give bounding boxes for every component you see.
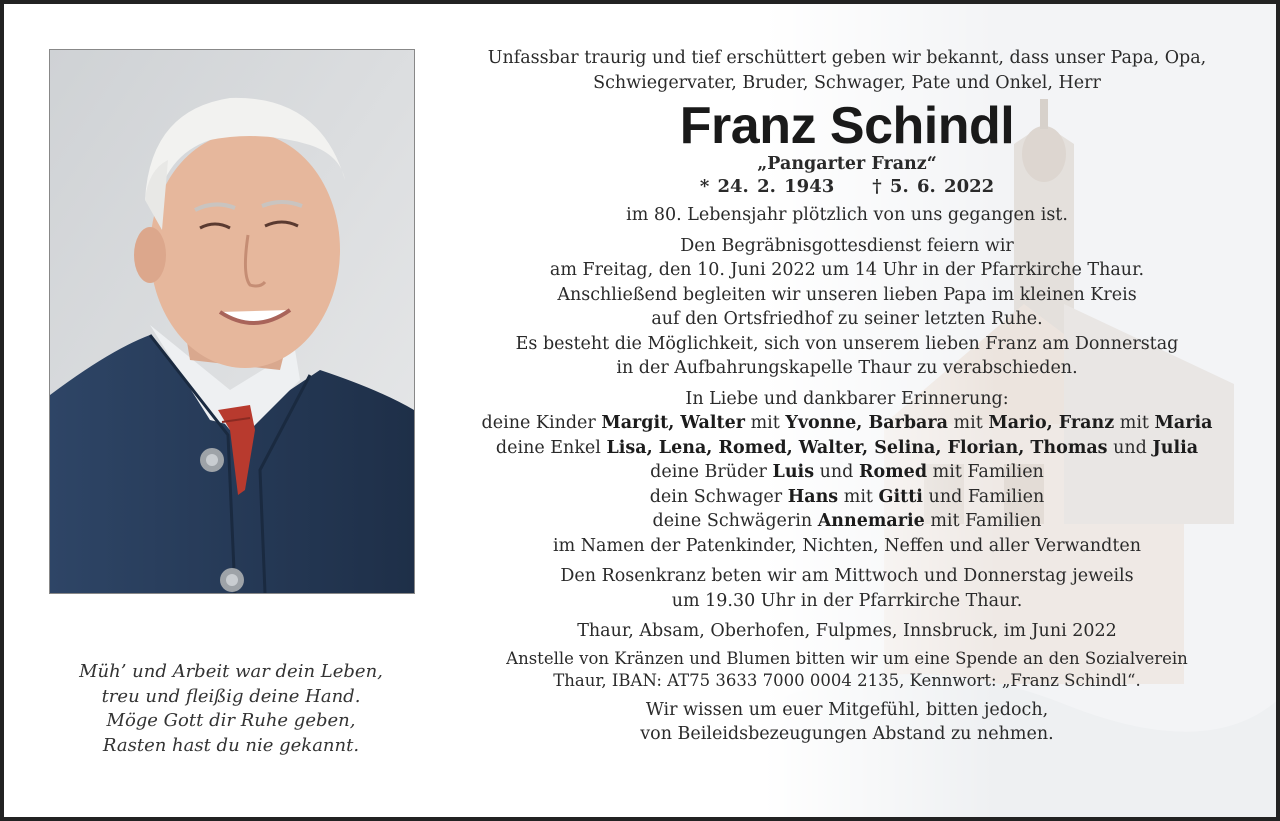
rosary-line: um 19.30 Uhr in der Pfarrkirche Thaur.	[671, 590, 1023, 611]
family-brothers: deine Brüder Luis und Romed mit Familien	[650, 462, 1044, 482]
donation-line: Anstelle von Kränzen und Blumen bitten wir um eine Spende an den Sozialverein	[506, 648, 1188, 668]
funeral-line: auf den Ortsfriedhof zu seiner letzten Ruhe.	[651, 309, 1043, 329]
family-grandchildren: deine Enkel Lisa, Lena, Romed, Walter, Selina, Florian, Thomas und Julia	[495, 437, 1199, 458]
family-section	[462, 411, 1232, 558]
passing-line: im 80. Lebensjahr plötzlich von uns gegangen ist.	[626, 205, 1068, 225]
poem-line: treu und fleißig deine Hand.	[101, 685, 361, 707]
closing-line: Wir wissen um euer Mitgefühl, bitten jedoch,	[645, 699, 1049, 720]
remembrance-line: In Liebe und dankbarer Erinnerung:	[685, 388, 1009, 409]
portrait-photo	[49, 49, 415, 594]
rosary-line: Den Rosenkranz beten wir am Mittwoch und Donnerstag jeweils	[560, 566, 1134, 586]
intro-line: Schwiegervater, Bruder, Schwager, Pate und Onkel, Herr	[593, 72, 1101, 93]
birth-date: * 24. 2. 1943	[699, 176, 835, 197]
deceased-name: Franz Schindl	[679, 97, 1015, 155]
poem-line: Müh’ und Arbeit war dein Leben,	[79, 661, 383, 682]
family-children: deine Kinder Margit, Walter mit Yvonne, Barbara mit Mario, Franz mit Maria	[481, 413, 1213, 433]
death-date: † 5. 6. 2022	[872, 176, 995, 197]
obituary-text	[462, 46, 1232, 747]
family-brother-in-law: dein Schwager Hans mit Gitti und Familien	[649, 486, 1045, 507]
funeral-line: Es besteht die Möglichkeit, sich von unserem lieben Franz am Donnerstag	[515, 333, 1179, 354]
funeral-line: am Freitag, den 10. Juni 2022 um 14 Uhr in der Pfarrkirche Thaur.	[549, 260, 1145, 280]
intro-line: Unfassbar traurig und tief erschüttert geben wir bekannt, dass unser Papa, Opa,	[487, 48, 1207, 68]
portrait-illustration	[50, 50, 414, 593]
life-dates	[462, 175, 1232, 199]
funeral-line: Anschließend begleiten wir unseren lieben Papa im kleinen Kreis	[557, 284, 1137, 305]
closing-line: von Beileidsbezeugungen Abstand zu nehmen.	[640, 724, 1054, 744]
deceased-nickname: „Pangarter Franz“	[757, 154, 937, 174]
family-others: im Namen der Patenkinder, Nichten, Neffen und aller Verwandten	[552, 535, 1142, 556]
places-line: Thaur, Absam, Oberhofen, Fulpmes, Innsbruck, im Juni 2022	[577, 621, 1117, 641]
funeral-section	[462, 234, 1232, 381]
donation-line: Thaur, IBAN: AT75 3633 7000 0004 2135, Kennwort: „Franz Schindl“.	[553, 670, 1141, 690]
funeral-line: Den Begräbnisgottesdienst feiern wir	[680, 235, 1014, 256]
poem-line: Rasten hast du nie gekannt.	[102, 734, 360, 756]
family-sister-in-law: deine Schwägerin Annemarie mit Familien	[652, 511, 1042, 531]
funeral-line: in der Aufbahrungskapelle Thaur zu verabschieden.	[616, 358, 1078, 378]
memorial-poem	[44, 660, 418, 758]
poem-line: Möge Gott dir Ruhe geben,	[106, 710, 356, 731]
